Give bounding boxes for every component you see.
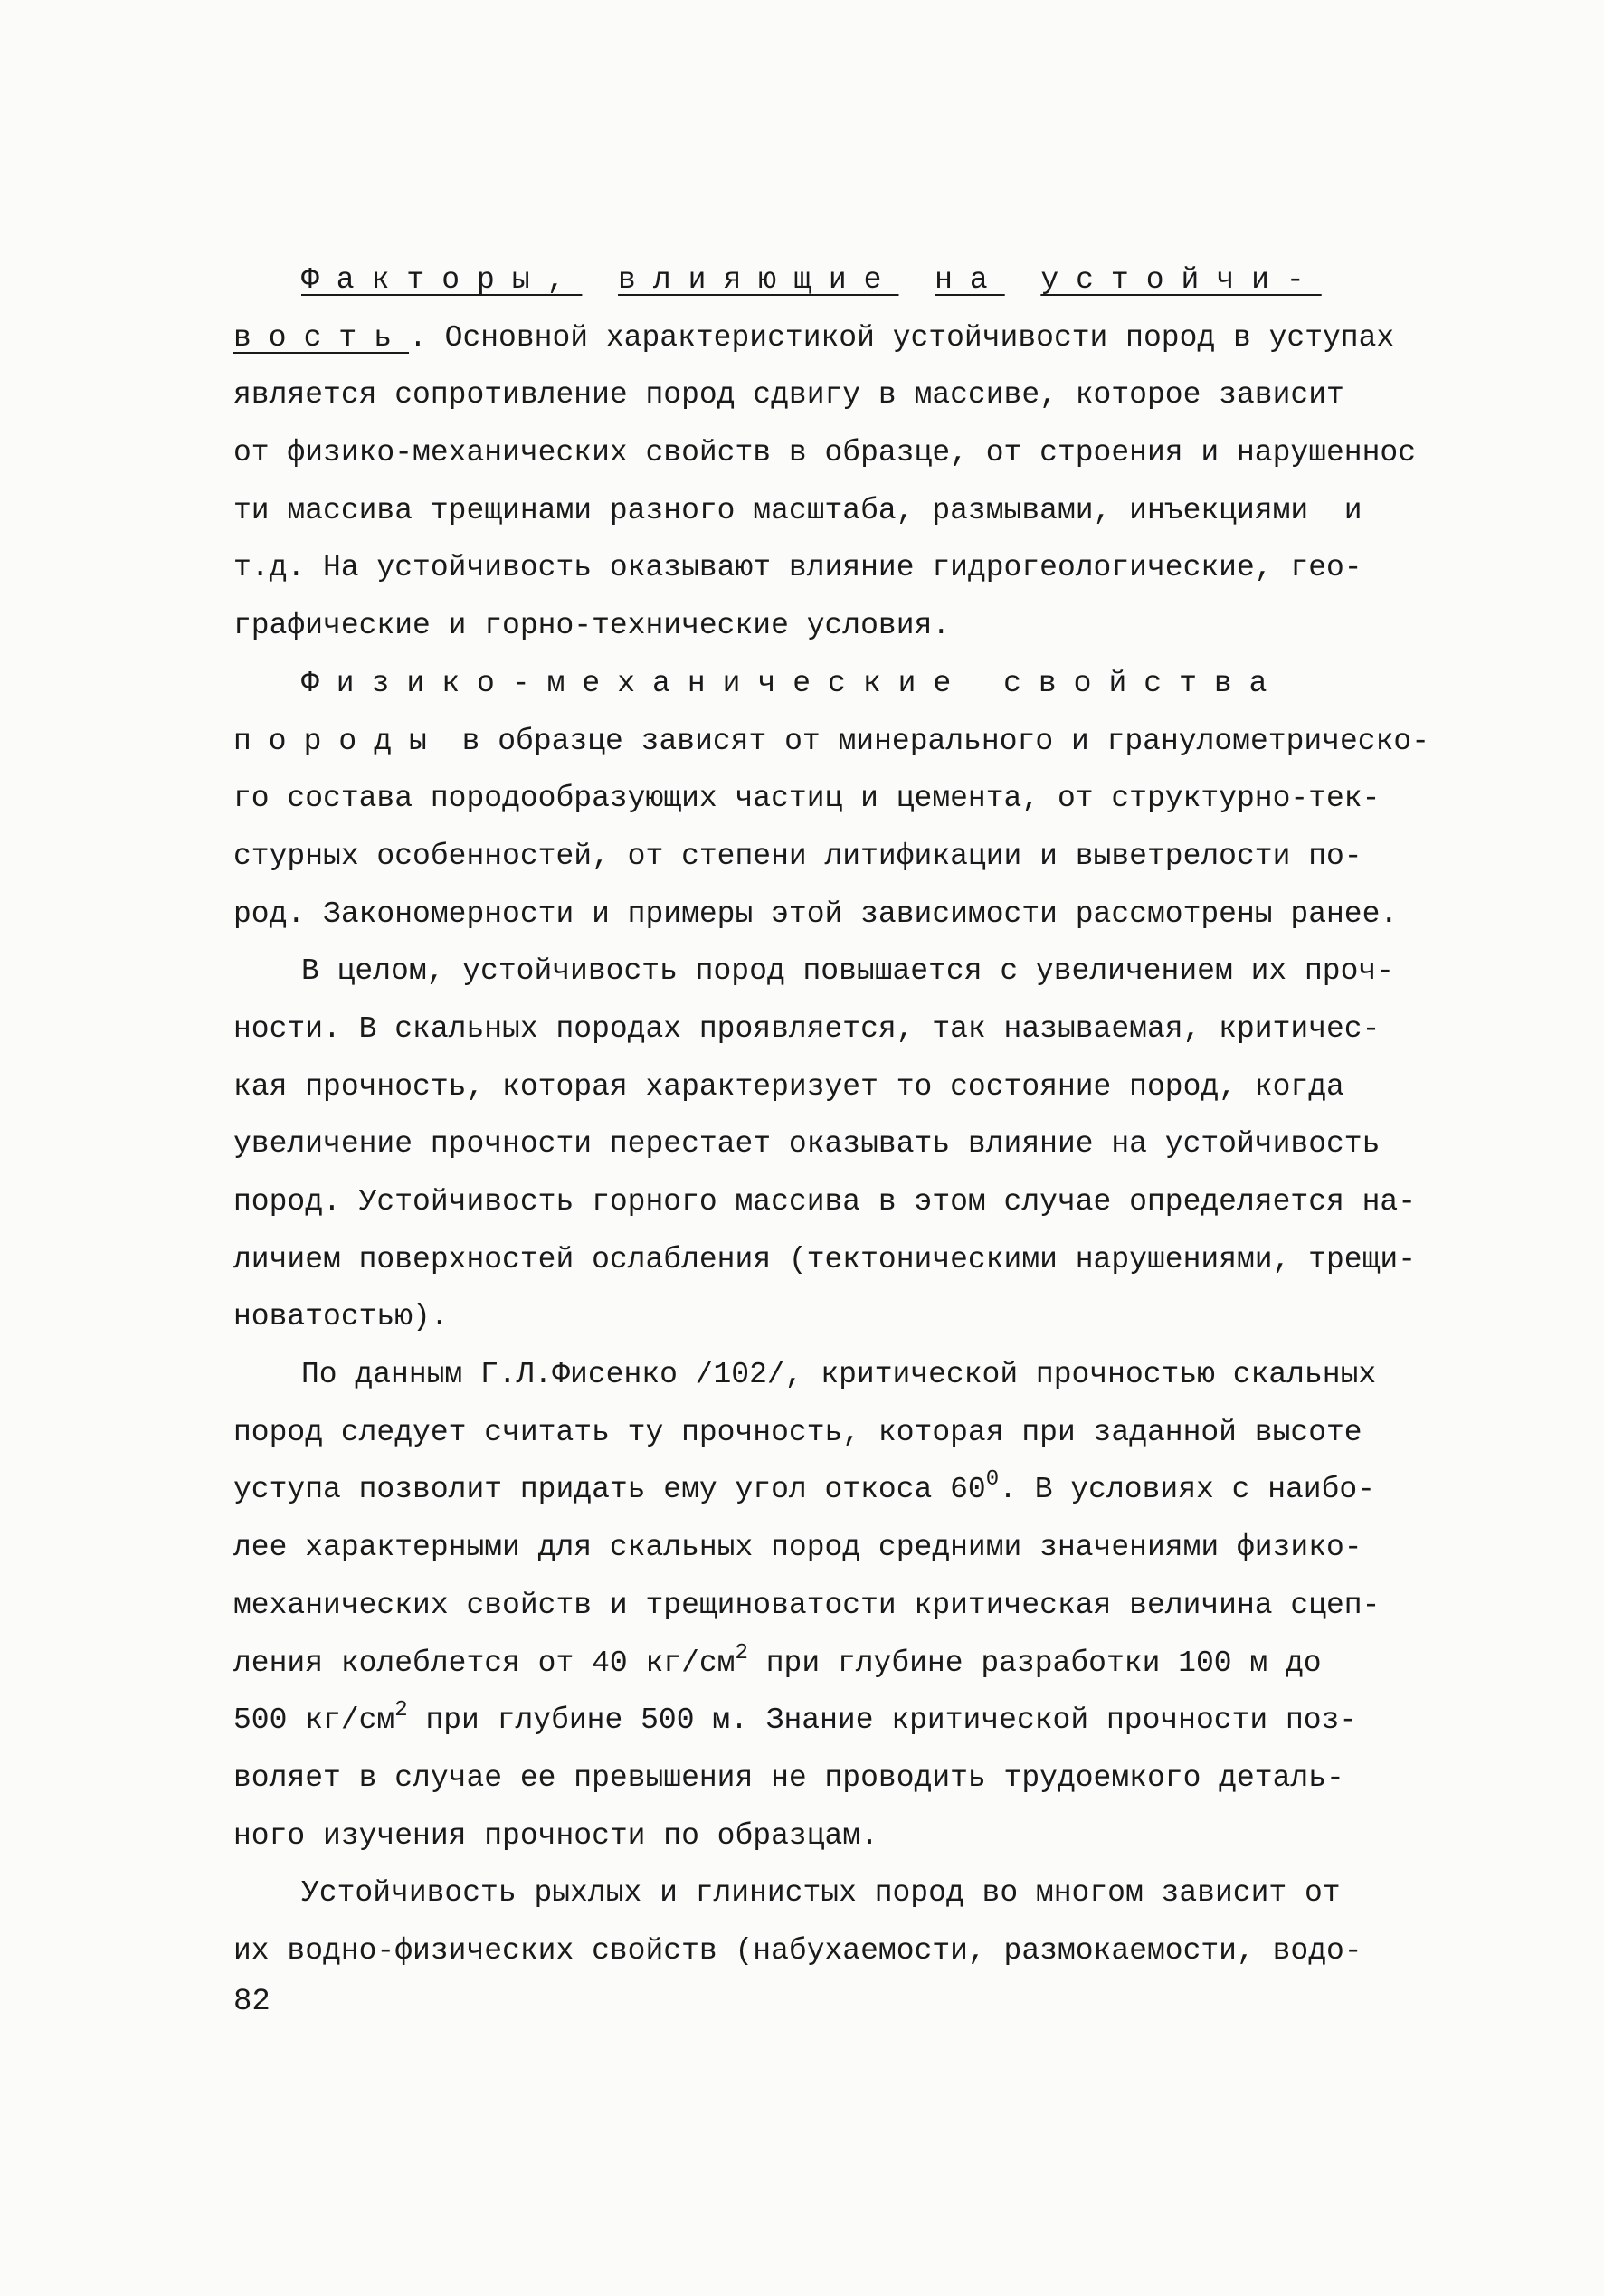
- text-line: [233, 309, 1409, 367]
- heading-word-1: Факторы,: [301, 263, 583, 297]
- superscript: 2: [735, 1640, 748, 1665]
- text-line: [233, 655, 1409, 713]
- text-line: от физико-механических свойств в образце, от строения и нарушеннос: [233, 436, 1417, 470]
- text-line: Устойчивость рыхлых и глинистых пород во многом зависит от: [301, 1876, 1341, 1911]
- text-span: при глубине разработки 100 м до: [747, 1646, 1322, 1680]
- heading-word-4: устойчи-: [1040, 263, 1322, 297]
- text-line: [233, 1635, 1409, 1693]
- text-line: личием поверхностей ослабления (тектоническими нарушениями, трещи-: [233, 1242, 1417, 1276]
- text-span: . В условиях с наибо-: [999, 1473, 1376, 1507]
- text-line: графические и горно-технические условия.: [233, 609, 951, 643]
- text-span: в образце зависят от минерального и гранулометрическо-: [443, 724, 1430, 758]
- text-line: род. Закономерности и примеры этой зависимости рассмотрены ранее.: [233, 897, 1399, 931]
- text-line: пород следует считать ту прочность, которая при заданной высоте: [233, 1415, 1362, 1449]
- text-line: кая прочность, которая характеризует то состояние пород, когда: [233, 1069, 1344, 1104]
- superscript: 2: [394, 1698, 408, 1723]
- text-line: лее характерными для скальных пород средними значениями физико-: [233, 1531, 1362, 1565]
- text-line: ности. В скальных породах проявляется, так называемая, критичес-: [233, 1011, 1381, 1046]
- spaced-term: Физико-механические свойства: [301, 666, 1285, 700]
- text-line: В целом, устойчивость пород повышается с увеличением их проч-: [301, 954, 1394, 989]
- text-line: стурных особенностей, от степени литификации и выветрелости по-: [233, 839, 1362, 873]
- text-line: новатостью).: [233, 1300, 449, 1334]
- text-line: пород. Устойчивость горного массива в этом случае определяется на-: [233, 1185, 1417, 1219]
- text-line: [233, 1692, 1409, 1750]
- text-line: т.д. На устойчивость оказывают влияние гидрогеологические, гео-: [233, 551, 1362, 585]
- superscript: 0: [985, 1467, 1000, 1493]
- heading-word-2: влияющие: [618, 263, 899, 297]
- page-number: 82: [233, 1985, 270, 2019]
- text-span: . Основной характеристикой устойчивости пород в уступах: [409, 320, 1395, 355]
- text-line: [233, 1461, 1409, 1519]
- body-text: [233, 251, 1430, 1980]
- text-line: ти массива трещинами разного масштаба, размывами, инъекциями и: [233, 493, 1362, 527]
- heading-line: [233, 251, 1409, 309]
- text-span: уступа позволит придать ему угол откоса 60: [233, 1473, 986, 1507]
- text-line: их водно-физических свойств (набухаемости, размокаемости, водо-: [233, 1933, 1362, 1968]
- text-span: ления колеблется от 40 кг/см: [233, 1646, 736, 1680]
- text-line: го состава породообразующих частиц и цемента, от структурно-тек-: [233, 782, 1381, 816]
- text-span: при глубине 500 м. Знание критической прочности поз-: [407, 1703, 1358, 1738]
- text-line: воляет в случае ее превышения не проводить трудоемкого деталь-: [233, 1760, 1344, 1795]
- text-span: 500 кг/см: [233, 1703, 395, 1738]
- text-line: увеличение прочности перестает оказывать влияние на устойчивость: [233, 1127, 1381, 1162]
- spaced-term: породы: [233, 724, 444, 758]
- text-line: [233, 713, 1430, 771]
- text-line: ного изучения прочности по образцам.: [233, 1818, 878, 1853]
- heading-word-3: на: [935, 263, 1005, 297]
- text-line: механических свойств и трещиноватости критическая величина сцеп-: [233, 1588, 1381, 1622]
- text-line: является сопротивление пород сдвигу в массиве, которое зависит: [233, 378, 1344, 413]
- text-line: По данным Г.Л.Фисенко /102/, критической прочностью скальных: [301, 1358, 1377, 1392]
- heading-word-5: вость: [233, 320, 410, 355]
